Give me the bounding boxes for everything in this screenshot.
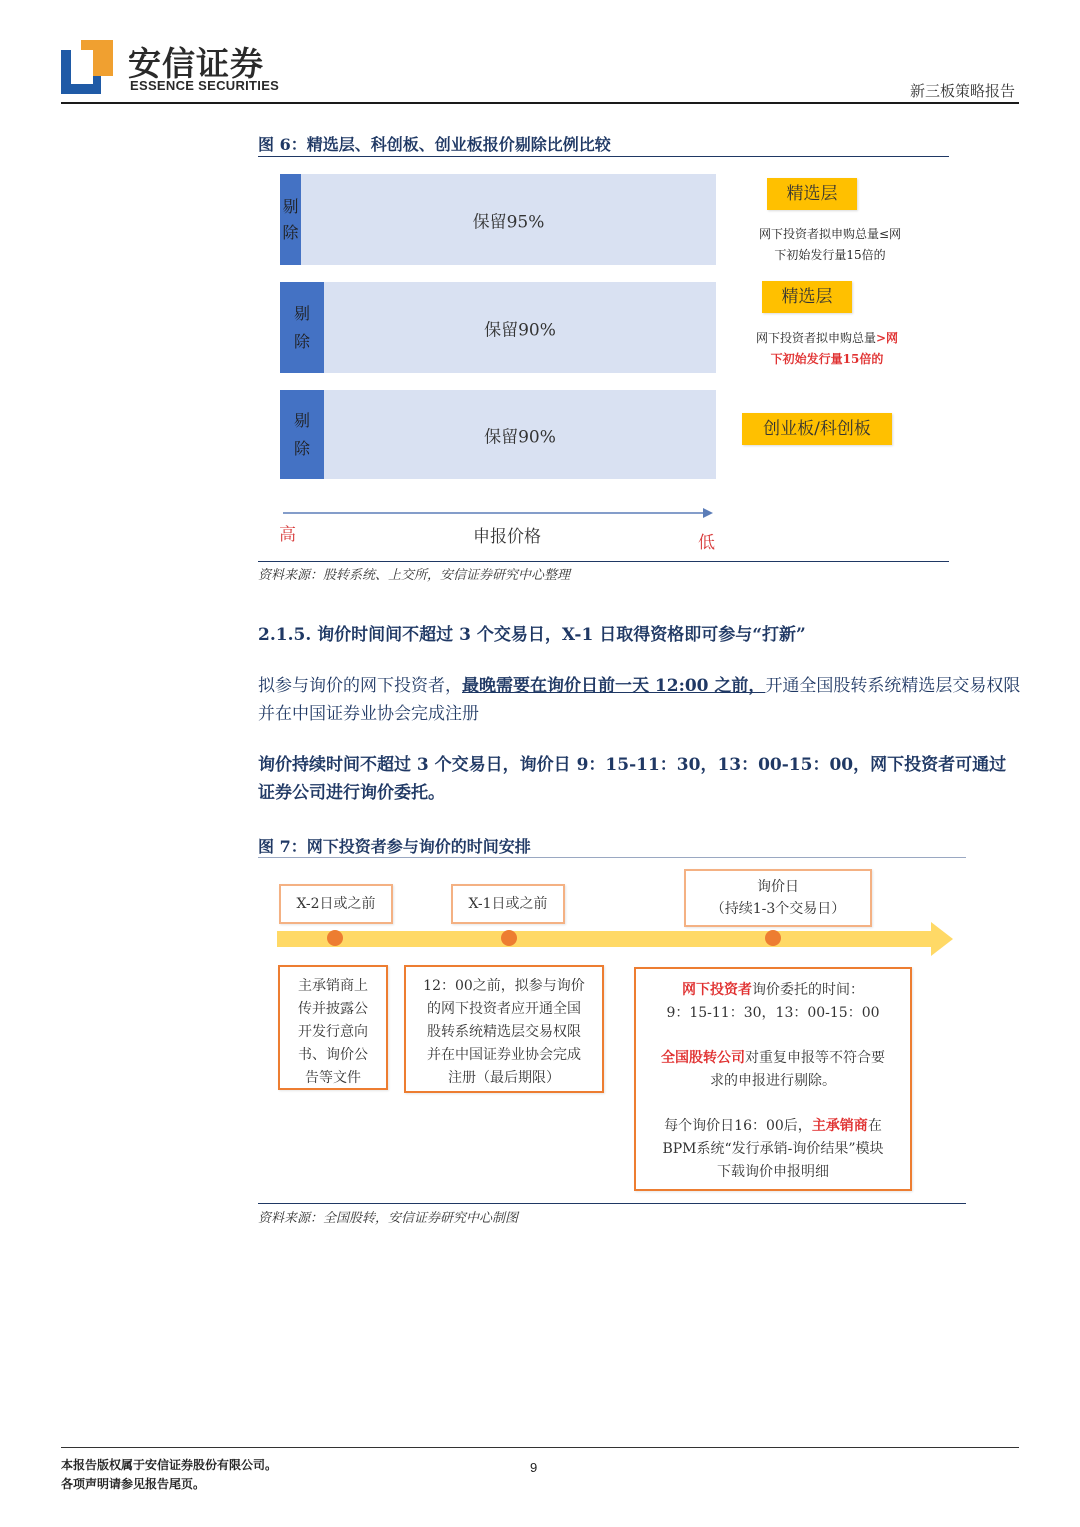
timeline-dot-x2 — [327, 930, 343, 946]
box-line: 注册（最后期限） — [448, 1070, 560, 1086]
box-line: 的网下投资者应开通全国 — [427, 1001, 581, 1017]
bar-remove-char: 除 — [293, 331, 310, 351]
condition-text-1 — [735, 224, 925, 266]
footer-line: 各项声明请参见报告尾页。 — [61, 1477, 206, 1491]
figure7-bottom-rule — [258, 1203, 966, 1204]
axis-title: 申报价格 — [473, 527, 541, 547]
figure6-bar-3 — [280, 390, 716, 479]
box-text: 每个询价日16：00后， — [664, 1118, 812, 1134]
box-registration-deadline — [404, 965, 604, 1093]
condition-emphasis: >网 — [875, 331, 899, 345]
para-text: 开通全国股转系统精选层交易权限并在中国证券业协会完成注册 — [258, 676, 1021, 724]
figure6-bar-2 — [280, 282, 716, 373]
para-text: 拟参与询价的网下投资者， — [258, 676, 462, 696]
box-line: 并在中国证券业协会完成 — [427, 1047, 581, 1063]
timeline-dot-inquiry — [765, 930, 781, 946]
box-line — [636, 1047, 910, 1070]
inquiry-day-duration: （持续1-3个交易日） — [710, 901, 846, 917]
bar-remove-char: 剔 — [282, 196, 299, 216]
box-inquiry-day — [684, 869, 872, 927]
report-type: 新三板策略报告 — [909, 82, 1015, 100]
box-inquiry-details — [634, 967, 912, 1191]
condition-line-red: 下初始发行量15倍的 — [770, 352, 884, 366]
axis-low-label: 低 — [698, 533, 715, 553]
condition-text-2 — [732, 328, 922, 370]
box-text: 询价委托的时间： — [752, 982, 864, 998]
bar-remove-char: 除 — [293, 438, 310, 458]
condition-line — [732, 328, 922, 349]
box-line: 求的申报进行剔除。 — [710, 1073, 836, 1089]
bar-remove-segment — [280, 282, 324, 373]
timeline-dot-x1 — [501, 930, 517, 946]
box-line: 主承销商上 — [298, 978, 368, 994]
bar-keep-segment — [324, 282, 716, 373]
condition-text: 网下投资者拟申购总量 — [755, 331, 876, 345]
box-line: 告等文件 — [305, 1070, 361, 1086]
box-line: 开发行意向 — [298, 1024, 368, 1040]
bar-remove-segment — [280, 390, 324, 479]
box-underwriter-disclosure — [278, 965, 388, 1090]
bar-remove-segment — [280, 174, 301, 265]
inquiry-day-title: 询价日 — [757, 879, 799, 895]
bar-remove-label — [280, 300, 324, 356]
figure6-bottom-rule — [258, 561, 949, 562]
footer-line: 本报告版权属于安信证券股份有限公司。 — [61, 1458, 278, 1472]
header-rule — [61, 102, 1019, 104]
box-line: 下载询价申报明细 — [717, 1164, 829, 1180]
bar-remove-char: 剔 — [293, 410, 310, 430]
paragraph-2: 询价持续时间不超过 3 个交易日，询价日 9：15-11：30，13：00-15：00，网下投资者可通过证券公司进行询价委托。 — [258, 755, 1007, 803]
figure7-source: 资料来源：全国股转，安信证券研究中心制图 — [258, 1211, 519, 1226]
bar-keep-label: 保留95% — [472, 212, 545, 232]
timeline-arrow — [277, 921, 953, 957]
bar-remove-label — [280, 194, 301, 246]
company-logo-mark — [61, 40, 113, 94]
price-axis-arrow — [283, 506, 713, 520]
figure7-title: 图 7：网下投资者参与询价的时间安排 — [258, 837, 531, 856]
box-line — [636, 1115, 910, 1138]
axis-high-label: 高 — [279, 525, 296, 545]
bar-keep-segment — [324, 390, 716, 479]
box-x2-date: X-2日或之前 — [279, 884, 393, 924]
bar-remove-char: 剔 — [293, 303, 310, 323]
condition-line: 网下投资者拟申购总量≤网 — [758, 227, 902, 241]
figure6-source: 资料来源：股转系统、上交所，安信证券研究中心整理 — [258, 568, 571, 583]
bar-keep-label: 保留90% — [484, 320, 556, 340]
box-text: 对重复申报等不符合要 — [745, 1050, 885, 1066]
box-line: 书、询价公 — [298, 1047, 368, 1063]
page-number: 9 — [530, 1460, 538, 1475]
box-line: 股转系统精选层交易权限 — [427, 1024, 581, 1040]
tag-selected-tier-2: 精选层 — [762, 281, 852, 313]
box-text: 在 — [867, 1118, 882, 1134]
bar-remove-label — [280, 407, 324, 463]
box-line: 传并披露公 — [298, 1001, 368, 1017]
company-name-en: ESSENCE SECURITIES — [130, 78, 280, 93]
bar-keep-segment — [301, 174, 716, 265]
condition-line: 下初始发行量15倍的 — [774, 248, 886, 262]
box-line: 9：15-11：30，13：00-15：00 — [666, 1005, 880, 1021]
box-line — [636, 979, 910, 1002]
highlight-neeq-company: 全国股转公司 — [661, 1050, 745, 1066]
box-line: 12：00之前，拟参与询价 — [423, 978, 585, 994]
paragraph-1 — [258, 672, 1023, 728]
figure6-title-rule — [258, 156, 949, 157]
footer-rule — [61, 1447, 1019, 1448]
tag-chinext-star: 创业板/科创板 — [742, 413, 892, 445]
section-heading: 2.1.5. 询价时间间不超过 3 个交易日，X-1 日取得资格即可参与“打新” — [258, 625, 806, 645]
bar-keep-label: 保留90% — [484, 427, 556, 447]
figure6-bar-1 — [280, 174, 716, 265]
bar-remove-char: 除 — [282, 222, 299, 242]
company-name-cn: 安信证券 — [128, 44, 264, 83]
highlight-offline-investor: 网下投资者 — [682, 982, 752, 998]
box-x1-date: X-1日或之前 — [451, 884, 565, 924]
para-underlined: 最晚需要在询价日前一天 12:00 之前， — [462, 676, 766, 696]
footer-disclaimer — [61, 1456, 277, 1494]
highlight-lead-underwriter: 主承销商 — [811, 1118, 868, 1134]
figure6-title: 图 6：精选层、科创板、创业板报价剔除比例比较 — [258, 135, 611, 154]
box-line: BPM系统“发行承销-询价结果”模块 — [662, 1141, 884, 1157]
tag-selected-tier-1: 精选层 — [767, 178, 857, 210]
figure7-title-rule — [258, 857, 966, 858]
